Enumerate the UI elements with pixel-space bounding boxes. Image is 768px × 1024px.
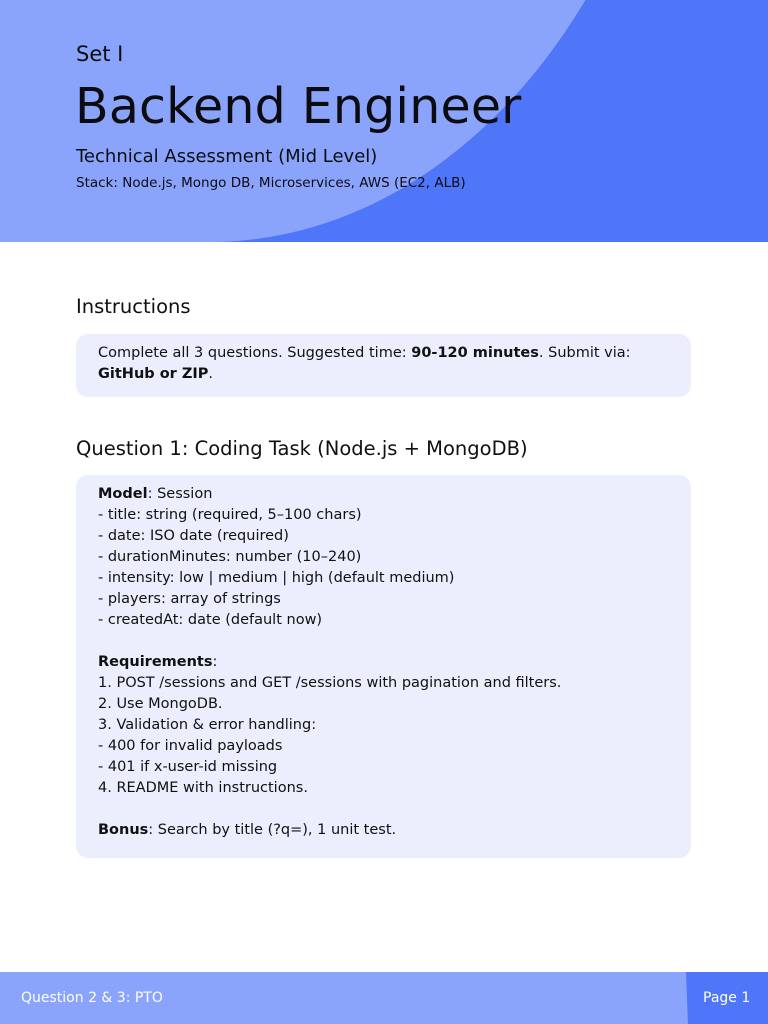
instructions-box (76, 334, 691, 397)
model-value: : Session (147, 486, 213, 502)
spacer (98, 799, 669, 820)
page-number: Page 1 (703, 990, 751, 1006)
requirement-item: - 401 if x-user-id missing (98, 759, 278, 775)
spacer (98, 631, 669, 652)
requirement-item: 4. README with instructions. (98, 780, 308, 796)
model-line (98, 484, 669, 505)
model-field: - durationMinutes: number (10–240) (98, 549, 362, 565)
page-title: Backend Engineer (75, 78, 522, 135)
requirements-colon: : (212, 654, 218, 670)
set-label: Set I (76, 42, 124, 66)
requirement-item: 3. Validation & error handling: (98, 717, 317, 733)
instructions-text-3: . (208, 366, 213, 382)
model-field: - createdAt: date (default now) (98, 612, 323, 628)
instructions-line-1 (98, 343, 669, 364)
model-field: - players: array of strings (98, 591, 281, 607)
instructions-heading: Instructions (76, 295, 191, 318)
instructions-text-2: . Submit via: (538, 345, 631, 361)
bonus-text: : Search by title (?q=), 1 unit test. (148, 822, 397, 838)
model-field: - date: ISO date (required) (98, 528, 289, 544)
model-field: - title: string (required, 5–100 chars) (98, 507, 362, 523)
instructions-line-2 (98, 364, 669, 385)
instructions-time: 90-120 minutes (411, 345, 539, 361)
question1-box (76, 475, 691, 858)
instructions-text-1: Complete all 3 questions. Suggested time: (98, 345, 412, 361)
bonus-line (98, 820, 669, 841)
footer-pto-note: Question 2 & 3: PTO (21, 990, 163, 1006)
requirements-label: Requirements (98, 654, 213, 670)
model-field: - intensity: low | medium | high (default medium) (98, 570, 455, 586)
footer-bar (0, 972, 768, 1024)
requirement-item: 2. Use MongoDB. (98, 696, 223, 712)
bonus-label: Bonus (98, 822, 149, 838)
requirement-item: 1. POST /sessions and GET /sessions with pagination and filters. (98, 675, 562, 691)
tech-stack: Stack: Node.js, Mongo DB, Microservices, AWS (EC2, ALB) (76, 175, 466, 191)
requirement-item: - 400 for invalid payloads (98, 738, 283, 754)
header-banner (0, 0, 768, 242)
instructions-submit: GitHub or ZIP (98, 366, 209, 382)
requirements-line (98, 652, 669, 673)
question1-heading: Question 1: Coding Task (Node.js + MongoDB) (76, 437, 528, 460)
model-label: Model (98, 486, 148, 502)
page-subtitle: Technical Assessment (Mid Level) (76, 146, 378, 167)
